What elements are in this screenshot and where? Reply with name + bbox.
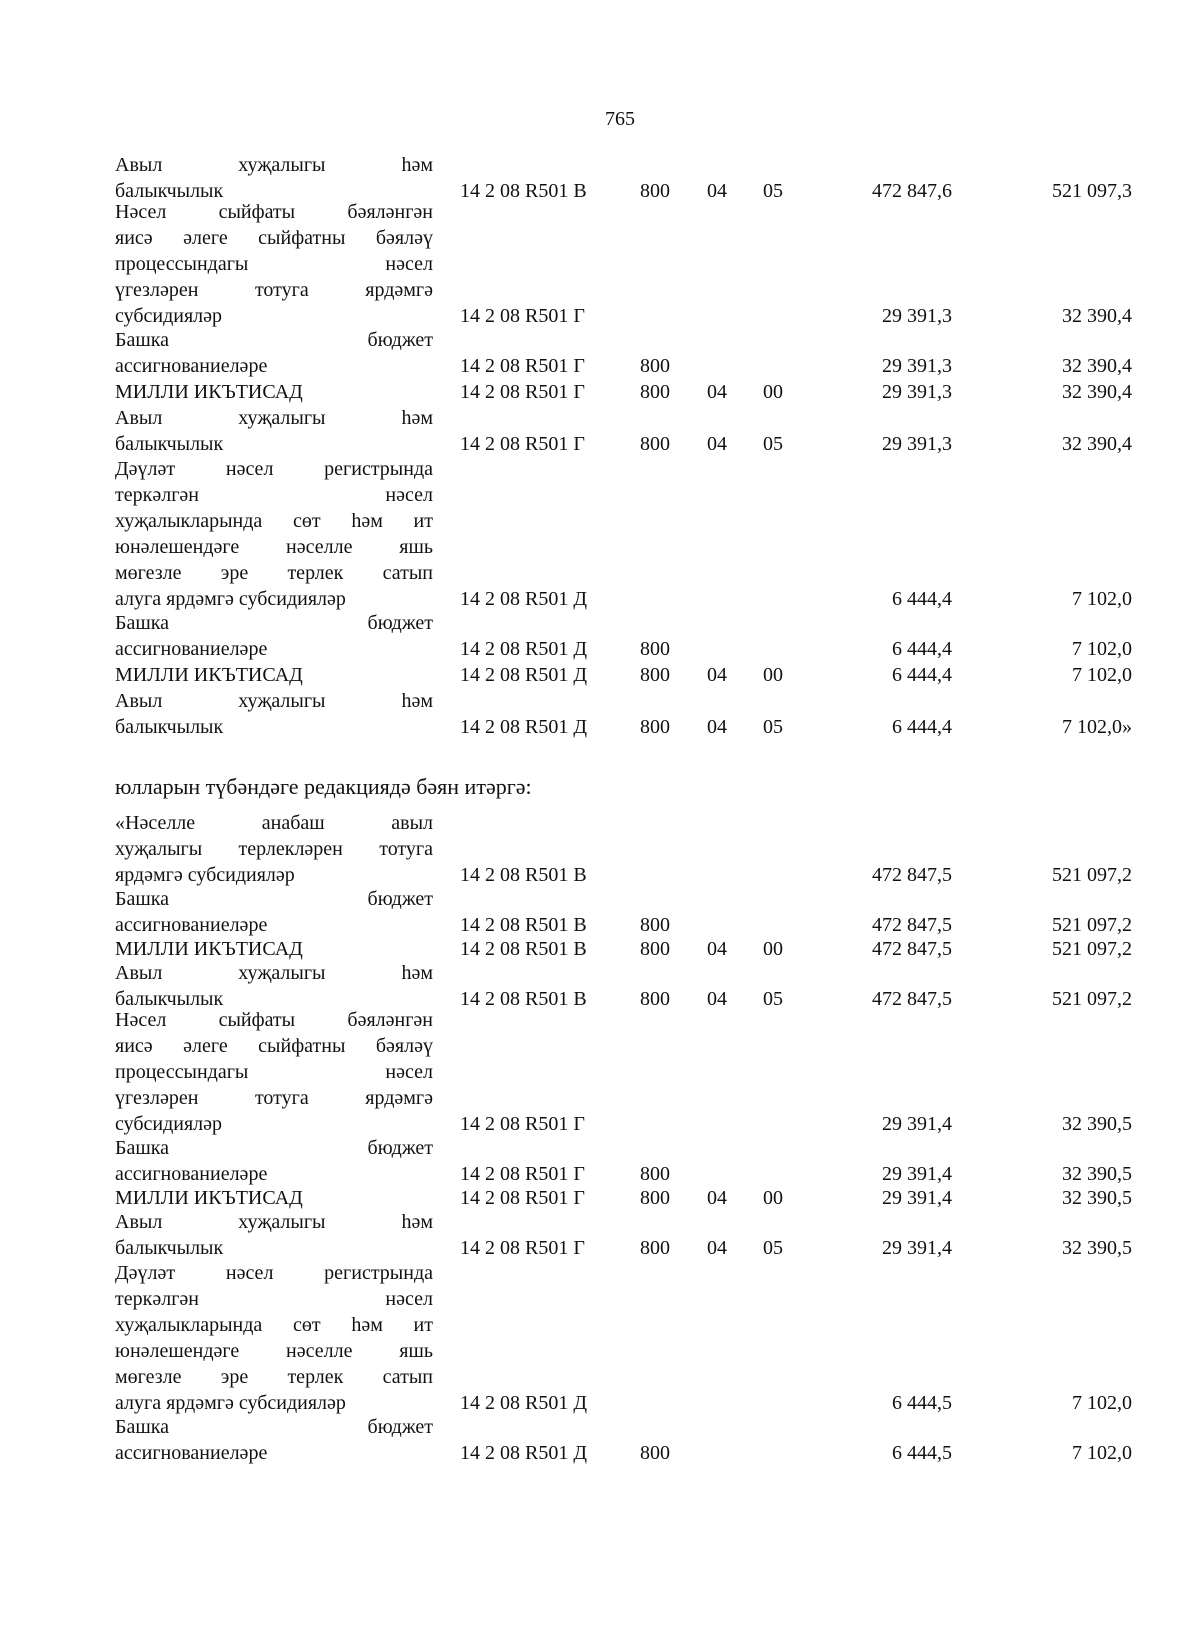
description-line: үгезләрен тотуга ярдәмгә <box>115 1087 433 1109</box>
amount-year-2: 32 390,4 <box>1062 433 1132 455</box>
expense-type-code: 800 <box>640 180 670 202</box>
description-line: ассигнованиеләре <box>115 355 268 377</box>
description-line: юнәлешендәге нәселле яшь <box>115 536 433 558</box>
row-description <box>115 456 433 612</box>
table-row <box>0 1209 1200 1261</box>
amount-year-1: 472 847,5 <box>872 864 952 886</box>
table-row <box>0 960 1200 1012</box>
amount-year-2: 521 097,2 <box>1052 914 1132 936</box>
expense-type-code: 800 <box>640 433 670 455</box>
amount-year-1: 6 444,4 <box>892 588 952 610</box>
description-line: мөгезле эре терлек сатып <box>115 562 433 584</box>
amount-year-2: 32 390,5 <box>1062 1163 1132 1185</box>
subsection-code: 05 <box>763 988 783 1010</box>
description-line: МИЛЛИ ИКЪТИСАД <box>115 664 303 686</box>
amount-year-1: 472 847,6 <box>872 180 952 202</box>
expense-type-code: 800 <box>640 638 670 660</box>
description-line: Авыл хуҗалыгы һәм <box>115 407 433 429</box>
description-line: алуга ярдәмгә субсидияләр <box>115 1392 346 1414</box>
target-article-code: 14 2 08 R501 В <box>460 938 587 960</box>
table-row <box>0 1185 1200 1211</box>
row-description <box>115 886 433 938</box>
table-row <box>0 379 1200 405</box>
table-row <box>0 152 1200 204</box>
row-description <box>115 1007 433 1137</box>
table-row <box>0 810 1200 888</box>
description-line: Нәсел сыйфаты бәяләнгән <box>115 201 433 223</box>
amount-year-1: 472 847,5 <box>872 938 952 960</box>
row-description <box>115 810 433 888</box>
description-line: Нәсел сыйфаты бәяләнгән <box>115 1009 433 1031</box>
description-line: балыкчылык <box>115 433 224 455</box>
target-article-code: 14 2 08 R501 Д <box>460 1442 587 1464</box>
description-line: Дәүләт нәсел регистрында <box>115 1262 433 1284</box>
section-code: 04 <box>707 938 727 960</box>
expense-type-code: 800 <box>640 355 670 377</box>
table-row <box>0 662 1200 688</box>
row-description <box>115 610 433 662</box>
amount-year-1: 29 391,4 <box>882 1187 952 1209</box>
description-line: балыкчылык <box>115 716 224 738</box>
row-description <box>115 662 433 688</box>
amount-year-1: 29 391,4 <box>882 1113 952 1135</box>
description-line: балыкчылык <box>115 1237 224 1259</box>
target-article-code: 14 2 08 R501 Г <box>460 1113 585 1135</box>
description-line: МИЛЛИ ИКЪТИСАД <box>115 381 303 403</box>
target-article-code: 14 2 08 R501 Г <box>460 1237 585 1259</box>
row-description <box>115 379 433 405</box>
amount-year-1: 29 391,4 <box>882 1237 952 1259</box>
table-row <box>0 688 1200 740</box>
description-line: яисә әлеге сыйфатны бәяләү <box>115 227 433 249</box>
table-row <box>0 199 1200 329</box>
amount-year-2: 7 102,0 <box>1072 588 1132 610</box>
amount-year-1: 6 444,4 <box>892 664 952 686</box>
target-article-code: 14 2 08 R501 Д <box>460 664 587 686</box>
amount-year-1: 6 444,4 <box>892 638 952 660</box>
amount-year-2: 7 102,0 <box>1072 1392 1132 1414</box>
section-code: 04 <box>707 988 727 1010</box>
target-article-code: 14 2 08 R501 Г <box>460 355 585 377</box>
amount-year-1: 29 391,3 <box>882 305 952 327</box>
table-row <box>0 456 1200 612</box>
description-line: ассигнованиеләре <box>115 638 268 660</box>
row-description <box>115 1135 433 1187</box>
amount-year-2: 32 390,5 <box>1062 1113 1132 1135</box>
description-line: МИЛЛИ ИКЪТИСАД <box>115 938 303 960</box>
amount-year-1: 29 391,4 <box>882 1163 952 1185</box>
table-row <box>0 610 1200 662</box>
description-line: балыкчылык <box>115 988 224 1010</box>
description-line: Башка бюджет <box>115 1416 433 1438</box>
amount-year-2: 7 102,0 <box>1072 638 1132 660</box>
row-description <box>115 936 433 962</box>
subsection-code: 05 <box>763 180 783 202</box>
description-line: хуҗалыгы терлекләрен тотуга <box>115 838 433 860</box>
table-row <box>0 327 1200 379</box>
description-line: Башка бюджет <box>115 329 433 351</box>
amount-year-1: 6 444,5 <box>892 1442 952 1464</box>
expense-type-code: 800 <box>640 914 670 936</box>
subsection-code: 00 <box>763 381 783 403</box>
description-line: Башка бюджет <box>115 1137 433 1159</box>
expense-type-code: 800 <box>640 988 670 1010</box>
row-description <box>115 405 433 457</box>
expense-type-code: 800 <box>640 1237 670 1259</box>
amount-year-2: 521 097,2 <box>1052 864 1132 886</box>
description-line: ассигнованиеләре <box>115 914 268 936</box>
description-line: ассигнованиеләре <box>115 1163 268 1185</box>
description-line: теркәлгән нәсел <box>115 1288 433 1310</box>
expense-type-code: 800 <box>640 1442 670 1464</box>
description-line: үгезләрен тотуга ярдәмгә <box>115 279 433 301</box>
amount-year-1: 29 391,3 <box>882 381 952 403</box>
table-row <box>0 1414 1200 1466</box>
description-line: алуга ярдәмгә субсидияләр <box>115 588 346 610</box>
page-number: 765 <box>605 108 635 130</box>
section-code: 04 <box>707 381 727 403</box>
row-description <box>115 1209 433 1261</box>
target-article-code: 14 2 08 R501 В <box>460 988 587 1010</box>
target-article-code: 14 2 08 R501 В <box>460 864 587 886</box>
amount-year-1: 29 391,3 <box>882 433 952 455</box>
description-line: балыкчылык <box>115 180 224 202</box>
amount-year-1: 6 444,4 <box>892 716 952 738</box>
description-line: Башка бюджет <box>115 888 433 910</box>
description-line: мөгезле эре терлек сатып <box>115 1366 433 1388</box>
description-line: хуҗалыкларында сөт һәм ит <box>115 510 433 532</box>
description-line: процессындагы нәсел <box>115 1061 433 1083</box>
table-row <box>0 886 1200 938</box>
amount-year-2: 521 097,3 <box>1052 180 1132 202</box>
table-row <box>0 1135 1200 1187</box>
description-line: Башка бюджет <box>115 612 433 634</box>
description-line: субсидияләр <box>115 1113 223 1135</box>
amount-year-1: 6 444,5 <box>892 1392 952 1414</box>
subsection-code: 05 <box>763 716 783 738</box>
target-article-code: 14 2 08 R501 Д <box>460 638 587 660</box>
description-line: Дәүләт нәсел регистрында <box>115 458 433 480</box>
amount-year-2: 32 390,5 <box>1062 1237 1132 1259</box>
target-article-code: 14 2 08 R501 Д <box>460 1392 587 1414</box>
amount-year-1: 472 847,5 <box>872 988 952 1010</box>
amount-year-2: 32 390,4 <box>1062 355 1132 377</box>
transition-text: юлларын түбәндәге редакциядә бәян итәргә: <box>115 774 532 799</box>
row-description <box>115 327 433 379</box>
target-article-code: 14 2 08 R501 Г <box>460 433 585 455</box>
target-article-code: 14 2 08 R501 Д <box>460 588 587 610</box>
description-line: «Нәселле анабаш авыл <box>115 812 433 834</box>
description-line: хуҗалыкларында сөт һәм ит <box>115 1314 433 1336</box>
table-row <box>0 405 1200 457</box>
amount-year-1: 472 847,5 <box>872 914 952 936</box>
target-article-code: 14 2 08 R501 Г <box>460 305 585 327</box>
expense-type-code: 800 <box>640 1187 670 1209</box>
section-code: 04 <box>707 716 727 738</box>
target-article-code: 14 2 08 R501 Г <box>460 381 585 403</box>
row-description <box>115 960 433 1012</box>
expense-type-code: 800 <box>640 716 670 738</box>
amount-year-2: 521 097,2 <box>1052 938 1132 960</box>
row-description <box>115 1414 433 1466</box>
description-line: ярдәмгә субсидияләр <box>115 864 295 886</box>
target-article-code: 14 2 08 R501 Г <box>460 1163 585 1185</box>
amount-year-2: 32 390,5 <box>1062 1187 1132 1209</box>
description-line: ассигнованиеләре <box>115 1442 268 1464</box>
amount-year-2: 521 097,2 <box>1052 988 1132 1010</box>
table-row <box>0 1007 1200 1137</box>
description-line: Авыл хуҗалыгы һәм <box>115 690 433 712</box>
amount-year-2: 7 102,0 <box>1072 664 1132 686</box>
row-description <box>115 1260 433 1416</box>
table-row <box>0 936 1200 962</box>
subsection-code: 00 <box>763 664 783 686</box>
expense-type-code: 800 <box>640 381 670 403</box>
expense-type-code: 800 <box>640 938 670 960</box>
expense-type-code: 800 <box>640 664 670 686</box>
section-code: 04 <box>707 433 727 455</box>
description-line: МИЛЛИ ИКЪТИСАД <box>115 1187 303 1209</box>
description-line: Авыл хуҗалыгы һәм <box>115 962 433 984</box>
row-description <box>115 199 433 329</box>
description-line: теркәлгән нәсел <box>115 484 433 506</box>
description-line: яисә әлеге сыйфатны бәяләү <box>115 1035 433 1057</box>
subsection-code: 05 <box>763 1237 783 1259</box>
subsection-code: 05 <box>763 433 783 455</box>
target-article-code: 14 2 08 R501 В <box>460 914 587 936</box>
target-article-code: 14 2 08 R501 Г <box>460 1187 585 1209</box>
section-code: 04 <box>707 664 727 686</box>
amount-year-1: 29 391,3 <box>882 355 952 377</box>
subsection-code: 00 <box>763 938 783 960</box>
description-line: субсидияләр <box>115 305 223 327</box>
amount-year-2: 7 102,0» <box>1062 716 1132 738</box>
description-line: Авыл хуҗалыгы һәм <box>115 1211 433 1233</box>
target-article-code: 14 2 08 R501 Д <box>460 716 587 738</box>
description-line: юнәлешендәге нәселле яшь <box>115 1340 433 1362</box>
section-code: 04 <box>707 1187 727 1209</box>
section-code: 04 <box>707 180 727 202</box>
subsection-code: 00 <box>763 1187 783 1209</box>
description-line: Авыл хуҗалыгы һәм <box>115 154 433 176</box>
amount-year-2: 32 390,4 <box>1062 305 1132 327</box>
table-row <box>0 1260 1200 1416</box>
row-description <box>115 1185 433 1211</box>
row-description <box>115 152 433 204</box>
amount-year-2: 7 102,0 <box>1072 1442 1132 1464</box>
section-code: 04 <box>707 1237 727 1259</box>
target-article-code: 14 2 08 R501 В <box>460 180 587 202</box>
amount-year-2: 32 390,4 <box>1062 381 1132 403</box>
expense-type-code: 800 <box>640 1163 670 1185</box>
row-description <box>115 688 433 740</box>
description-line: процессындагы нәсел <box>115 253 433 275</box>
